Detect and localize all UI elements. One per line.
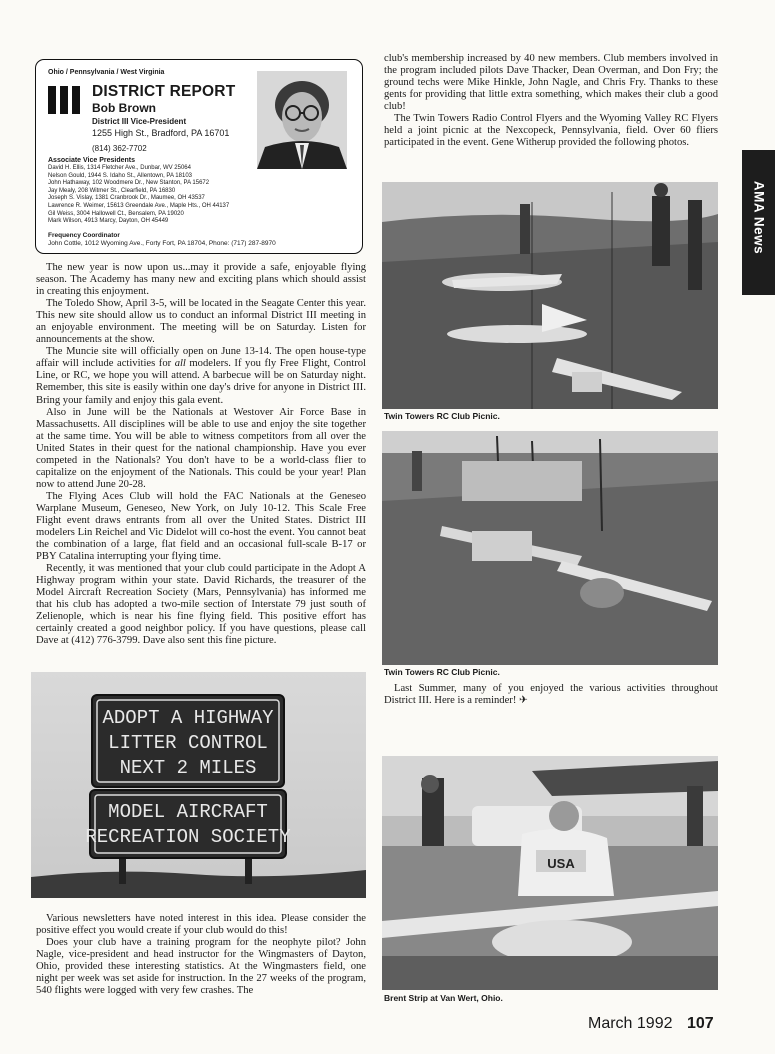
shirt-text: USA: [547, 856, 575, 871]
paragraph: Does your club have a training program for the neophyte pilot? John Nagle, vice-president and head instructor for the Wingmasters of Dayton, Ohio, provided these interesting statistics. At the Wingmasters field, one night per week was set aside for instruction. In the 27 weeks of the program, 540 flights were logged with very few crashes. The: [36, 937, 366, 997]
right-column-reminder: [384, 683, 718, 707]
paragraph: The Flying Aces Club will hold the FAC Nationals at the Geneseo Warplane Museum, Geneseo, New York, on July 10-12. This Scale Free Flight event draws entrants from all over the United States. District III modelers Lin Reichel and Vic Didelot will co-host the event. You cannot beat the combination of a large, flat field and an occasional full-scale B-17 or PBY Catalina interrupting your flying time.: [36, 490, 366, 563]
adopt-highway-photo: [31, 672, 366, 898]
picnic-photo-1: [382, 182, 718, 409]
sign-line-3: NEXT 2 MILES: [119, 757, 257, 779]
frequency-coordinator: John Cottle, 1012 Wyoming Ave., Forty Fort, PA 18704, Phone: (717) 287-8970: [48, 240, 276, 247]
picnic-photo-2: [382, 431, 718, 665]
photo-caption: Brent Strip at Van Wert, Ohio.: [384, 993, 503, 1003]
left-column-text-bottom: [36, 913, 366, 997]
paragraph: The new year is now upon us...may it provide a safe, enjoyable flying season. The Academy has many new and exciting plans which should assist in creating this enjoyment.: [36, 262, 366, 298]
associate-entry: Lawrence R. Weimer, 15613 Greendale Ave., Maple Hts., OH 44137: [48, 202, 230, 209]
associate-entry: Joseph S. Vislay, 1381 Cranbrook Dr., Maumee, OH 43537: [48, 195, 205, 202]
van-wert-photo: [382, 756, 718, 990]
associate-entry: David H. Ellis, 1314 Fletcher Ave., Dunbar, WV 25064: [48, 165, 191, 171]
photo-caption: Twin Towers RC Club Picnic.: [384, 411, 500, 421]
associate-entry: Nelson Gould, 1944 S. Idaho St., Allentown, PA 18103: [48, 172, 192, 179]
issue-date: March 1992: [588, 1015, 673, 1032]
associate-entry: Gil Weiss, 3004 Hallowell Ct., Bensalem, PA 19020: [48, 210, 184, 217]
paragraph: The Toledo Show, April 3-5, will be located in the Seagate Center this year. This new site should allow us to conduct an informal District III meeting in an enjoyable environment. The meeting will be on Saturday. Listen for announcements at the show.: [36, 298, 366, 346]
sign-line-5: RECREATION SOCIETY: [85, 826, 291, 848]
associate-entry: Mark Wilson, 4913 Marcy, Dayton, OH 45449: [48, 218, 169, 225]
states-label: Ohio / Pennsylvania / West Virginia: [48, 69, 165, 76]
section-tab: AMA News: [742, 150, 775, 295]
associates-list: [48, 165, 229, 226]
sign-line-2: LITTER CONTROL: [108, 732, 268, 754]
district-iii-logo: [48, 86, 82, 114]
paragraph: Recently, it was mentioned that your club could participate in the Adopt A Highway program within your state. David Richards, the treasurer of the Model Aircraft Recreation Society (Mars, Pennsylvania) has informed me that his club has adopted a two-mile section of Interstate 79 just south of Zelienople, which is near his fine flying field. This positive effort has certainly created a good neighbor policy. If you have questions, please call Dave at (412) 776-3799. Dave also sent this fine picture.: [36, 563, 366, 647]
paragraph: The Twin Towers Radio Control Flyers and the Wyoming Valley RC Flyers held a joint picnic at the Nexcopeck, Pennsylvania, field. Over 60 fliers participated in the event. Gene Witherup provided the following photos.: [384, 113, 718, 149]
vp-phone: (814) 362-7702: [92, 144, 147, 153]
sign-line-4: MODEL AIRCRAFT: [108, 801, 268, 823]
paragraph: club's membership increased by 40 new members. Club members involved in the program included pilots Dave Thacker, Dean Overman, and Don Fry; the ground techs were Mike Hinkle, John Nagle, and Chris Fry. Thanks to these gents for providing that little extra something, which makes their club a good club!: [384, 53, 718, 113]
frequency-heading: Frequency Coordinator: [48, 232, 120, 239]
report-title: DISTRICT REPORT: [92, 83, 236, 100]
vp-role: District III Vice-President: [92, 117, 187, 126]
right-column-text: [384, 53, 718, 149]
paragraph: Also in June will be the Nationals at Westover Air Force Base in Massachusetts. All disciplines will be able to use and enjoy the site together at the same time. You will be able to witness competitors from all over the United States in their quest for the national championship. Have you ever competed in the Nationals? You don't have to be a world-class flier to capitalize on the enjoyment of the Nationals. This could be your year! Plan now to attend June 20-28.: [36, 406, 366, 490]
paragraph: The Muncie site will officially open on June 13-14. The open house-type affair will include activities for all modelers. If you fly Free Flight, Control Line, or RC, we hope you will attend. A barbecue will be on Saturday night. Remember, this site is easily within one day's drive for anyone in District III. Bring your family and enjoy this gala event.: [36, 346, 366, 406]
vp-address: 1255 High St., Bradford, PA 16701: [92, 128, 230, 138]
airplane-icon: ✈: [519, 695, 528, 707]
paragraph: Various newsletters have noted interest in this idea. Please consider the positive effect you would create if your club would do this!: [36, 913, 366, 937]
vp-portrait: [257, 71, 347, 169]
photo-caption: Twin Towers RC Club Picnic.: [384, 667, 500, 677]
page-number: 107: [687, 1015, 714, 1032]
left-column-text: [36, 262, 366, 648]
sign-line-1: ADOPT A HIGHWAY: [102, 707, 274, 729]
associate-entry: John Hathaway, 102 Woodmere Dr., New Stanton, PA 15672: [48, 180, 210, 187]
associates-heading: Associate Vice Presidents: [48, 157, 136, 164]
district-report-box: [35, 59, 363, 254]
paragraph: Last Summer, many of you enjoyed the various activities throughout District III. Here is a reminder! ✈: [384, 683, 718, 707]
associate-entry: Jay Mealy, 208 Witmer St., Clearfield, PA 16830: [48, 187, 176, 194]
vp-name: Bob Brown: [92, 101, 156, 115]
